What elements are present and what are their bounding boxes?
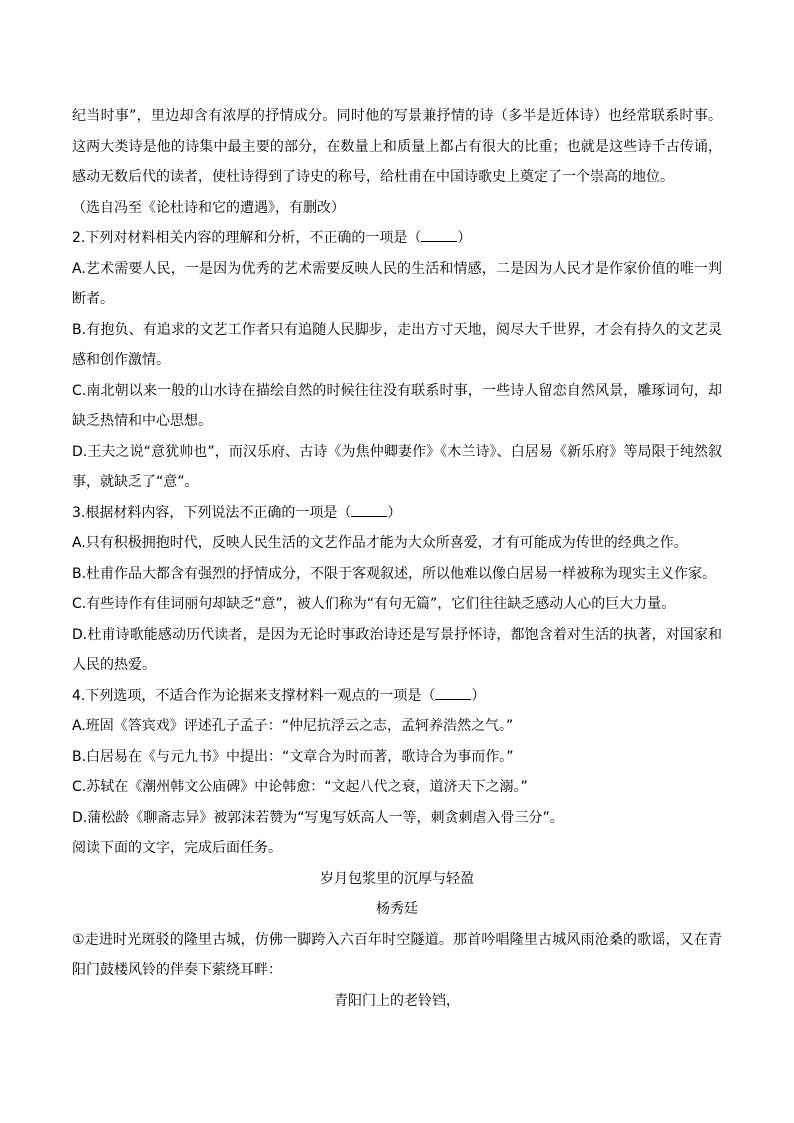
article-title: 岁月包浆里的沉厚与轻盈 — [320, 870, 474, 887]
article-author: 杨秀廷 — [376, 901, 418, 917]
article-paragraph-1: ①走进时光斑驳的隆里古城，仿佛一脚跨入六百年时空隧道。那首吟唱隆里古城风雨沧桑的歌谣，又在青阳门鼓楼风铃的伴奏下萦绕耳畔： — [72, 931, 722, 978]
verse-line: 青阳门上的老铃铛， — [334, 992, 460, 1009]
question-4-option-a: A.班固《答宾戏》评述孔子孟子：“仲尼抗浮云之志，孟轲养浩然之气。” — [72, 718, 514, 734]
question-4-option-d: D.蒲松龄《聊斋志异》被郭沫若赞为“写鬼写妖高人一等，刺贪刺虐入骨三分”。 — [72, 809, 564, 826]
answer-blank[interactable] — [351, 502, 387, 517]
paragraph-intro: 纪当时事”，里边却含有浓厚的抒情成分。同时他的写景兼抒情的诗（多半是近体诗）也经常联系时事。这两大类诗是他的诗集中最主要的部分，在数量上和质量上都占有很大的比重；也就是这些诗千古传诵，感动无数后代的读者，使杜诗得到了诗史的称号，给杜甫在中国诗歌史上奠定了一个崇高的地位。 — [72, 108, 722, 185]
source-citation: （选自冯至《论杜诗和它的遭遇》，有删改） — [72, 199, 345, 216]
question-2-option-a: A.艺术需要人民，一是因为优秀的艺术需要反映人民的生活和情感，二是因为人民才是作家价值的唯一判断者。 — [72, 260, 722, 307]
question-2-option-d: D.王夫之说“意犹帅也”，而汉乐府、古诗《为焦仲卿妻作》《木兰诗》、白居易《新乐府》等局限于纯然叙事，就缺乏了“意”。 — [72, 443, 722, 490]
question-3-option-d: D.杜甫诗歌能感动历代读者，是因为无论时事政治诗还是写景抒怀诗，都饱含着对生活的执著，对国家和人民的热爱。 — [72, 626, 722, 673]
question-4 — [72, 681, 722, 712]
question-3 — [72, 498, 722, 529]
question-3-option-b: B.杜甫作品大都含有强烈的抒情成分，不限于客观叙述，所以他难以像白居易一样被称为现实主义作家。 — [72, 565, 717, 582]
question-4-option-b: B.白居易在《与元九书》中提出：“文章合为时而著，歌诗合为事而作。” — [72, 748, 514, 765]
answer-blank[interactable] — [435, 685, 471, 700]
question-2-text: 2.下列对材料相关内容的理解和分析，不正确的一项是（ — [72, 230, 422, 246]
question-3-option-a: A.只有积极拥抱时代，反映人民生活的文艺作品才能为大众所喜爱，才有可能成为传世的经典之作。 — [72, 535, 688, 551]
question-4-option-c: C.苏轼在《潮州韩文公庙碑》中论韩愈：“文起八代之衰，道济天下之溺。” — [72, 779, 528, 795]
question-2 — [72, 223, 722, 254]
question-4-close: ） — [471, 687, 486, 704]
reading-instruction: 阅读下面的文字，完成后面任务。 — [72, 840, 282, 856]
answer-blank[interactable] — [421, 227, 457, 242]
question-2-option-c: C.南北朝以来一般的山水诗在描绘自然的时候往往没有联系时事，一些诗人留恋自然风景，雕琢词句，却缺乏热情和中心思想。 — [72, 382, 722, 429]
question-3-option-c: C.有些诗作有佳词丽句却缺乏“意”，被人们称为“有句无篇”，它们往往缺乏感动人心的巨大力量。 — [72, 596, 676, 612]
question-2-option-b: B.有抱负、有追求的文艺工作者只有追随人民脚步，走出方寸天地，阅尽大千世界，才会有持久的文艺灵感和创作激情。 — [72, 321, 722, 368]
question-2-close: ） — [457, 230, 472, 246]
question-3-close: ） — [387, 504, 402, 521]
question-4-text: 4.下列选项，不适合作为论据来支撑材料一观点的一项是（ — [72, 687, 436, 704]
question-3-text: 3.根据材料内容，下列说法不正确的一项是（ — [72, 504, 352, 521]
